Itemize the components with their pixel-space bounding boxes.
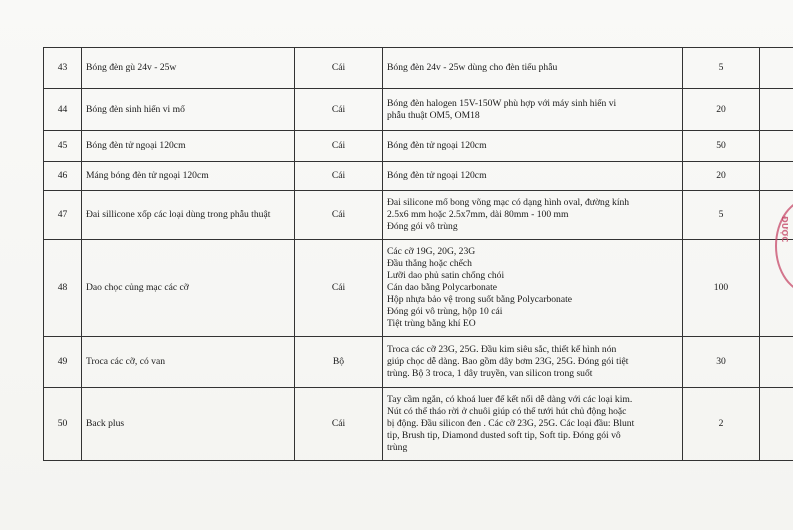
- item-unit: Bộ: [295, 337, 383, 388]
- spec-line: Đóng gói vô trùng: [387, 221, 458, 232]
- spec-line: Troca các cỡ 23G, 25G. Đầu kim siêu sắc, thiết kế hình nón: [387, 344, 617, 355]
- table-row: [44, 388, 793, 461]
- table-row: [44, 240, 793, 337]
- spec-line: Bóng đèn halogen 15V-150W phù hợp với máy sinh hiển vi: [387, 97, 617, 109]
- spec-line: Các cỡ 19G, 20G, 23G: [387, 246, 476, 257]
- row-number: 46: [44, 162, 82, 191]
- spec-line: tip, Brush tip, Diamond dusted soft tip, Soft tip. Đóng gói vô: [387, 430, 621, 441]
- table-row: [44, 162, 793, 191]
- item-spec: [383, 191, 683, 240]
- item-name: Back plus: [82, 388, 295, 461]
- spec-line: Tay cầm ngắn, có khoá luer để kết nối dễ dàng với các loại kim.: [387, 394, 633, 405]
- item-spec: [383, 162, 683, 191]
- row-number: 49: [44, 337, 82, 388]
- item-spec: [383, 89, 683, 131]
- item-unit: Cái: [295, 131, 383, 162]
- red-stamp: [771, 198, 793, 294]
- item-spec: [383, 48, 683, 89]
- extra-cell: [760, 388, 793, 461]
- spec-line: Đầu thẳng hoặc chếch: [387, 258, 472, 269]
- item-name: Bóng đèn gù 24v - 25w: [82, 48, 295, 89]
- spec-line: Bóng đèn tử ngoại 120cm: [387, 170, 487, 181]
- spec-line: Cán dao bằng Polycarbonate: [387, 282, 498, 293]
- item-quantity: 5: [683, 48, 760, 89]
- extra-cell: [760, 48, 793, 89]
- spec-line: phẫu thuật OM5, OM18: [387, 109, 480, 121]
- extra-cell: [760, 89, 793, 131]
- item-quantity: 50: [683, 131, 760, 162]
- spec-line: Nút có thể tháo rời ở chuôi giúp có thể tưới hút chủ động hoặc: [387, 406, 627, 417]
- item-quantity: 30: [683, 337, 760, 388]
- spec-line: 2.5x6 mm hoặc 2.5x7mm, dài 80mm - 100 mm: [387, 209, 569, 220]
- spec-line: trùng. Bộ 3 troca, 1 dây truyền, van silicon trong suốt: [387, 368, 593, 379]
- item-name: Bóng đèn sinh hiển vi mổ: [82, 89, 295, 131]
- item-unit: Cái: [295, 162, 383, 191]
- row-number: 43: [44, 48, 82, 89]
- item-quantity: 100: [683, 240, 760, 337]
- spec-line: Tiệt trùng bằng khí EO: [387, 318, 476, 329]
- extra-cell: [760, 162, 793, 191]
- table-body: [44, 48, 793, 461]
- item-name: Đai sillicone xốp các loại dùng trong phẫu thuật: [82, 191, 295, 240]
- row-number: 50: [44, 388, 82, 461]
- item-quantity: 20: [683, 162, 760, 191]
- spec-line: trùng: [387, 442, 408, 453]
- spec-line: Bóng đèn 24v - 25w dùng cho đèn tiểu phẫu: [387, 62, 558, 73]
- spec-line: Hộp nhựa bảo vệ trong suốt bằng Polycarbonate: [387, 294, 573, 305]
- item-unit: Cái: [295, 240, 383, 337]
- table-row: [44, 191, 793, 240]
- item-unit: Cái: [295, 48, 383, 89]
- procurement-table: [43, 47, 793, 461]
- item-name: Bóng đèn tử ngoại 120cm: [82, 131, 295, 162]
- spec-line: Đai silicone mổ bong võng mạc có dạng hình oval, đường kính: [387, 197, 630, 208]
- item-quantity: 5: [683, 191, 760, 240]
- stamp-ring: [775, 198, 793, 294]
- spec-line: giúp chọc dễ dàng. Bao gồm dây bơm 23G, 25G. Đóng gói tiệt: [387, 356, 629, 367]
- extra-cell: [760, 131, 793, 162]
- item-name: Dao chọc củng mạc các cỡ: [82, 240, 295, 337]
- row-number: 44: [44, 89, 82, 131]
- item-unit: Cái: [295, 89, 383, 131]
- item-name: Troca các cỡ, có van: [82, 337, 295, 388]
- item-spec: [383, 131, 683, 162]
- item-quantity: 20: [683, 89, 760, 131]
- table-row: [44, 131, 793, 162]
- table-row: [44, 89, 793, 131]
- item-unit: Cái: [295, 191, 383, 240]
- item-quantity: 2: [683, 388, 760, 461]
- item-unit: Cái: [295, 388, 383, 461]
- row-number: 47: [44, 191, 82, 240]
- spec-line: bị động. Đầu silicon đen . Các cỡ 23G, 25G. Các loại đầu: Blunt: [387, 418, 635, 429]
- spec-line: Bóng đèn tử ngoại 120cm: [387, 140, 487, 151]
- table-row: [44, 337, 793, 388]
- item-spec: [383, 388, 683, 461]
- item-name: Máng bóng đèn tử ngoại 120cm: [82, 162, 295, 191]
- table-row: [44, 48, 793, 89]
- row-number: 48: [44, 240, 82, 337]
- spec-line: Đóng gói vô trùng, hộp 10 cái: [387, 306, 503, 317]
- extra-cell: [760, 337, 793, 388]
- item-spec: [383, 240, 683, 337]
- item-spec: [383, 337, 683, 388]
- stamp-text: ĐƯỢC: [780, 216, 789, 243]
- spec-line: Lưỡi dao phủ satin chống chói: [387, 270, 505, 281]
- row-number: 45: [44, 131, 82, 162]
